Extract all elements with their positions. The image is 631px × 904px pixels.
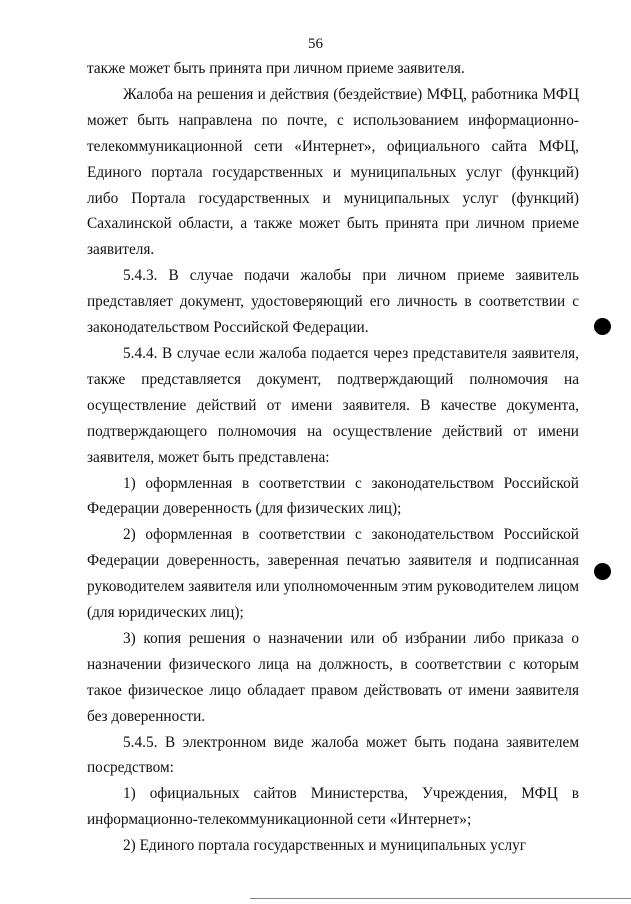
- electronic-item-1: 1) официальных сайтов Министерства, Учреждения, МФЦ в информационно-телекоммуникационной сети «Интернет»;: [87, 785, 579, 829]
- page-number: 56: [308, 36, 323, 52]
- list-item-2: 2) оформленная в соответствии с законодательством Российской Федерации доверенность, заверенная печатью заявителя и подписанная руководителем заявителя или уполномоченным этим руководителем лицом (для юридических лиц);: [87, 526, 579, 622]
- paragraph-5-4-5: 5.4.5. В электронном виде жалоба может быть подана заявителем посредством:: [87, 733, 579, 777]
- paragraph-5-4-4: 5.4.4. В случае если жалоба подается через представителя заявителя, также представляется документ, подтверждающий полномочия на осуществление действий от имени заявителя. В качестве документа, подтверждающего полномочия на осуществление действий от имени заявителя, может быть представлена:: [87, 344, 579, 466]
- scan-edge-line: [250, 898, 631, 899]
- list-item-1: 1) оформленная в соответствии с законодательством Российской Федерации доверенность (для физических лиц);: [87, 474, 579, 518]
- paragraph-continuation: также может быть принята при личном приеме заявителя.: [87, 60, 465, 77]
- paragraph-5-4-3: 5.4.3. В случае подачи жалобы при личном приеме заявитель представляет документ, удостоверяющий его личность в соответствии с законодательством Российской Федерации.: [87, 267, 579, 337]
- electronic-item-2: 2) Единого портала государственных и муниципальных услуг: [123, 837, 527, 855]
- document-body: [87, 56, 579, 859]
- paragraph-complaint-mfc: Жалоба на решения и действия (бездействие) МФЦ, работника МФЦ может быть направлена по почте, с использованием информационно-телекоммуникационной сети «Интернет», официального сайта МФЦ, Единого портала государственных и муниципальных услуг (функций) либо Портала государственных и муниципальных услуг (функций) Сахалинской области, а также может быть принята при личном приеме заявителя.: [87, 85, 579, 259]
- binding-hole-mark: [594, 563, 611, 580]
- list-item-3: 3) копия решения о назначении или об избрании либо приказа о назначении физического лица на должность, в соответствии с которым такое физическое лицо обладает правом действовать от имени заявителя без доверенности.: [87, 629, 579, 725]
- binding-hole-mark: [594, 318, 611, 335]
